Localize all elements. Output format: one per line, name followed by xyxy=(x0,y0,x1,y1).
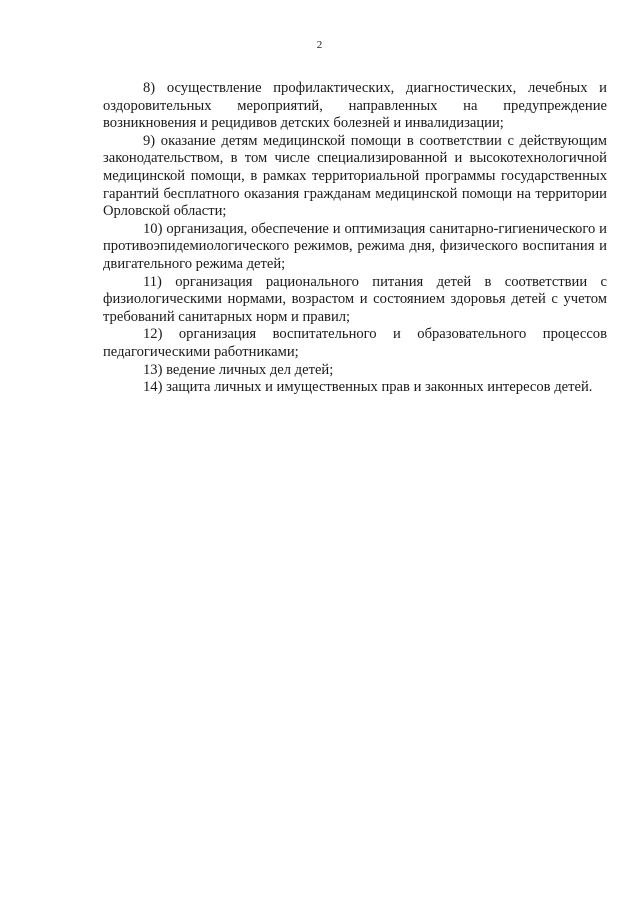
paragraph-13: 13) ведение личных дел детей; xyxy=(143,361,334,378)
page-number: 2 xyxy=(316,39,323,51)
paragraph-14: 14) защита личных и имущественных прав и законных интересов детей. xyxy=(143,379,593,396)
document-body xyxy=(103,80,607,397)
paragraph-12: 12) организация воспитательного и образовательного процессов педагогическими работниками; xyxy=(103,326,607,360)
paragraph-10: 10) организация, обеспечение и оптимизация санитарно-гигиенического и противоэпидемиологического режимов, режима дня, физического воспитания и двигательного режима детей; xyxy=(103,220,607,272)
paragraph-8: 8) осуществление профилактических, диагностических, лечебных и оздоровительных мероприятий, направленных на предупреждение возникновения и рецидивов детских болезней и инвалидизации; xyxy=(103,80,607,132)
paragraph-9: 9) оказание детям медицинской помощи в соответствии с действующим законодательством, в том числе специализированной и высокотехнологичной медицинской помощи, в рамках территориальной программы государственных гарантий бесплатного оказания гражданам медицинской помощи на территории Орловской области; xyxy=(103,132,607,220)
paragraph-11: 11) организация рационального питания детей в соответствии с физиологическими нормами, возрастом и состоянием здоровья детей с учетом требований санитарных норм и правил; xyxy=(103,273,607,325)
